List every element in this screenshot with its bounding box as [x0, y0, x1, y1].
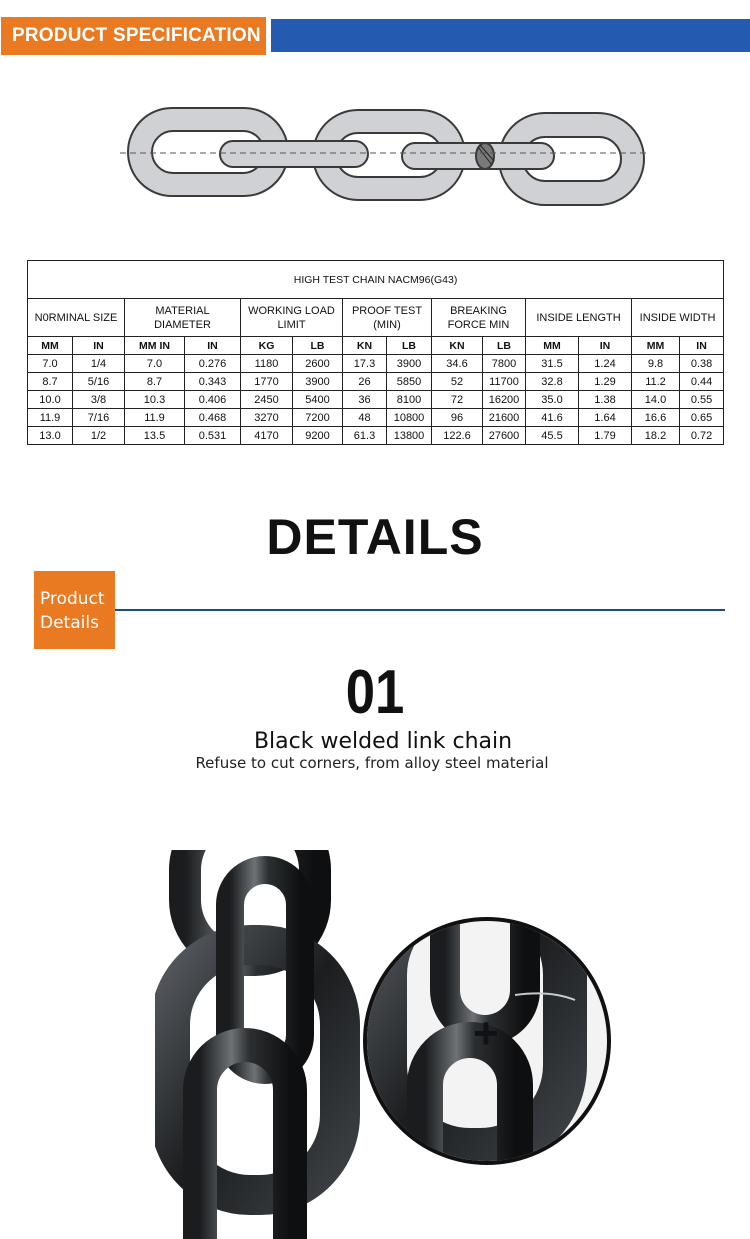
table-cell: 35.0 — [526, 391, 579, 409]
unit-header: MM IN — [125, 337, 185, 355]
black-chain-photo — [155, 850, 635, 1239]
spec-table — [27, 260, 724, 445]
group-header: WORKING LOAD LIMIT — [241, 299, 343, 337]
unit-header: KG — [241, 337, 293, 355]
table-cell: 13800 — [387, 427, 432, 445]
table-cell: 1180 — [241, 355, 293, 373]
table-cell: 17.3 — [343, 355, 387, 373]
table-cell: 72 — [432, 391, 483, 409]
section-subtitle: Refuse to cut corners, from alloy steel material — [195, 754, 549, 772]
table-row — [28, 373, 724, 391]
table-cell: 61.3 — [343, 427, 387, 445]
table-cell: 2450 — [241, 391, 293, 409]
table-cell: 9.8 — [632, 355, 680, 373]
unit-header: MM — [28, 337, 73, 355]
table-cell: 7800 — [483, 355, 526, 373]
table-cell: 5400 — [293, 391, 343, 409]
table-cell: 0.38 — [680, 355, 724, 373]
table-cell: 7.0 — [28, 355, 73, 373]
unit-header: IN — [680, 337, 724, 355]
unit-header: LB — [483, 337, 526, 355]
table-cell: 0.55 — [680, 391, 724, 409]
table-row — [28, 391, 724, 409]
unit-header: MM — [632, 337, 680, 355]
table-cell: 26 — [343, 373, 387, 391]
unit-header: KN — [343, 337, 387, 355]
table-cell: 3900 — [387, 355, 432, 373]
table-cell: 2600 — [293, 355, 343, 373]
spec-title: PRODUCT SPECIFICATION — [1, 17, 266, 55]
table-title: HIGH TEST CHAIN NACM96(G43) — [28, 261, 724, 299]
section-number: 01 — [345, 658, 405, 727]
table-cell: 11.9 — [125, 409, 185, 427]
unit-header: LB — [387, 337, 432, 355]
table-cell: 0.406 — [185, 391, 241, 409]
chain-bar-left — [220, 141, 368, 167]
chain-link-diagram — [110, 95, 655, 220]
table-cell: 16200 — [483, 391, 526, 409]
table-cell: 31.5 — [526, 355, 579, 373]
table-body — [28, 355, 724, 445]
section-title: Black welded link chain — [253, 729, 513, 754]
table-cell: 34.6 — [432, 355, 483, 373]
table-cell: 1.24 — [579, 355, 632, 373]
table-cell: 41.6 — [526, 409, 579, 427]
details-heading: DETAILS — [266, 509, 484, 565]
table-cell: 27600 — [483, 427, 526, 445]
spec-header — [0, 17, 750, 55]
table-cell: 32.8 — [526, 373, 579, 391]
table-cell: 18.2 — [632, 427, 680, 445]
product-details-tag — [34, 571, 115, 649]
table-cell: 9200 — [293, 427, 343, 445]
table-cell: 1.38 — [579, 391, 632, 409]
group-header: MATERIAL DIAMETER — [125, 299, 241, 337]
table-cell: 11.9 — [28, 409, 73, 427]
group-header: N0RMINAL SIZE — [28, 299, 125, 337]
unit-header: LB — [293, 337, 343, 355]
table-cell: 21600 — [483, 409, 526, 427]
table-cell: 3270 — [241, 409, 293, 427]
table-cell: 0.65 — [680, 409, 724, 427]
group-header: PROOF TEST (MIN) — [343, 299, 432, 337]
table-cell: 10.3 — [125, 391, 185, 409]
table-cell: 1770 — [241, 373, 293, 391]
table-cell: 3/8 — [73, 391, 125, 409]
table-cell: 7200 — [293, 409, 343, 427]
table-cell: 10800 — [387, 409, 432, 427]
table-cell: 0.276 — [185, 355, 241, 373]
table-cell: 122.6 — [432, 427, 483, 445]
table-cell: 48 — [343, 409, 387, 427]
table-cell: 0.531 — [185, 427, 241, 445]
table-cell: 0.468 — [185, 409, 241, 427]
group-header: BREAKING FORCE MIN — [432, 299, 526, 337]
table-cell: 8.7 — [125, 373, 185, 391]
table-cell: 4170 — [241, 427, 293, 445]
table-cell: 45.5 — [526, 427, 579, 445]
plus-marker: + — [473, 1009, 499, 1058]
table-cell: 52 — [432, 373, 483, 391]
table-cell: 10.0 — [28, 391, 73, 409]
table-row — [28, 427, 724, 445]
table-cell: 96 — [432, 409, 483, 427]
table-cell: 1.29 — [579, 373, 632, 391]
table-cell: 1/4 — [73, 355, 125, 373]
product-details-tag-line2: Details — [40, 613, 99, 633]
unit-header: IN — [579, 337, 632, 355]
table-cell: 0.44 — [680, 373, 724, 391]
table-row — [28, 409, 724, 427]
group-header: INSIDE LENGTH — [526, 299, 632, 337]
unit-header: KN — [432, 337, 483, 355]
table-cell: 8100 — [387, 391, 432, 409]
table-cell: 0.72 — [680, 427, 724, 445]
table-cell: 3900 — [293, 373, 343, 391]
header-bar — [271, 19, 750, 52]
table-cell: 11700 — [483, 373, 526, 391]
unit-header: IN — [73, 337, 125, 355]
table-cell: 5850 — [387, 373, 432, 391]
table-cell: 16.6 — [632, 409, 680, 427]
table-cell: 13.0 — [28, 427, 73, 445]
table-cell: 8.7 — [28, 373, 73, 391]
unit-header: IN — [185, 337, 241, 355]
group-header: INSIDE WIDTH — [632, 299, 724, 337]
details-divider — [115, 609, 725, 611]
table-cell: 13.5 — [125, 427, 185, 445]
table-cell: 1.79 — [579, 427, 632, 445]
table-cell: 14.0 — [632, 391, 680, 409]
table-cell: 11.2 — [632, 373, 680, 391]
table-cell: 5/16 — [73, 373, 125, 391]
table-cell: 7.0 — [125, 355, 185, 373]
product-details-tag-line1: Product — [40, 589, 105, 609]
table-row — [28, 355, 724, 373]
table-cell: 7/16 — [73, 409, 125, 427]
unit-header: MM — [526, 337, 579, 355]
table-cell: 1/2 — [73, 427, 125, 445]
table-cell: 1.64 — [579, 409, 632, 427]
table-cell: 0.343 — [185, 373, 241, 391]
table-cell: 36 — [343, 391, 387, 409]
